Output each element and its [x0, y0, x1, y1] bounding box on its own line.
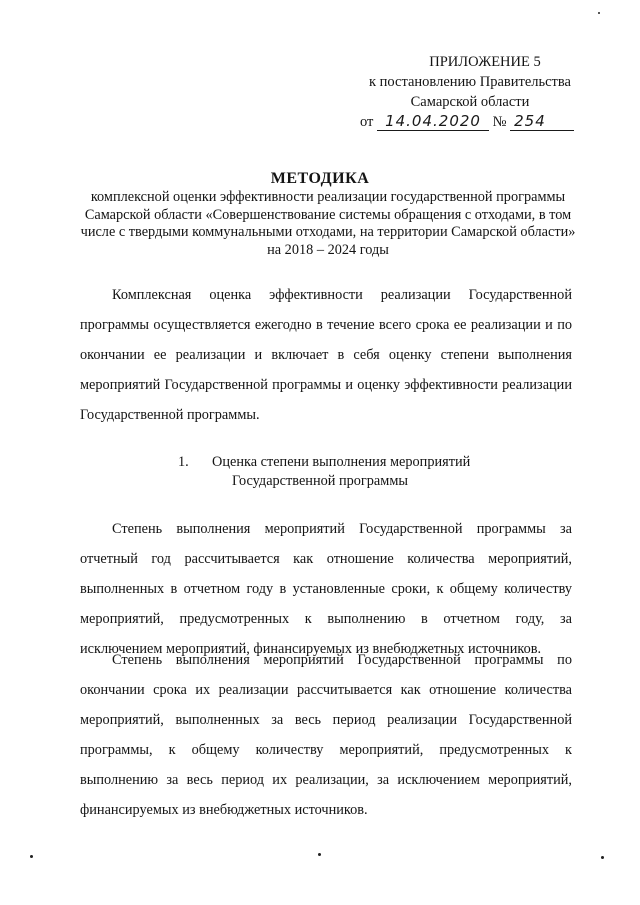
- scan-speck: [318, 853, 321, 856]
- section-title-line-2: Государственной программы: [232, 473, 408, 489]
- appendix-line-decree: к постановлению Правительства: [369, 74, 571, 90]
- appendix-title: ПРИЛОЖЕНИЕ 5: [429, 54, 541, 70]
- section-title-line-1: Оценка степени выполнения мероприятий: [212, 454, 471, 470]
- number-prefix: №: [492, 114, 507, 130]
- date-prefix: от: [360, 114, 374, 130]
- handwritten-date: 14.04.2020: [377, 113, 489, 131]
- intro-paragraph: Комплексная оценка эффективности реализации Государственной программы осуществляется ежегодно в течение всего срока ее реализации и по окончании ее реализации и включает в себя оценку степени выполнения мероприятий Государственной программы и оценку эффективности реализации Государственной программы.: [80, 287, 572, 423]
- method-subtitle: комплексной оценки эффективности реализации государственной программы Самарской области «Совершенствование системы обращения с отходами, в том числе с твердыми коммунальными отходами, на территории Самарской области» на 2018 – 2024 годы: [80, 189, 576, 258]
- method-title: МЕТОДИКА: [270, 170, 370, 187]
- scan-speck: [30, 855, 33, 858]
- appendix-line-region: Самарской области: [410, 94, 530, 110]
- section-1-paragraph-1: Степень выполнения мероприятий Государственной программы за отчетный год рассчитывается как отношение количества мероприятий, выполненных в отчетном году в установленные сроки, к общему количеству мероприятий, предусмотренных к выполнению в отчетном году, за исключением мероприятий, финансируемых из внебюджетных источников.: [80, 521, 572, 657]
- appendix-date-line: [350, 112, 590, 132]
- scan-speck: [598, 12, 600, 14]
- appendix-header: [350, 52, 590, 132]
- section-1-paragraph-2: Степень выполнения мероприятий Государственной программы по окончании срока их реализации рассчитывается как отношение количества мероприятий, выполненных за весь период реализации Государственной программы, к общему количеству мероприятий, предусмотренных к выполнению за весь период их реализации, за исключением мероприятий, финансируемых из внебюджетных источников.: [80, 652, 572, 818]
- handwritten-number: 254: [510, 113, 574, 131]
- scan-speck: [601, 856, 604, 859]
- section-number: 1.: [178, 454, 189, 470]
